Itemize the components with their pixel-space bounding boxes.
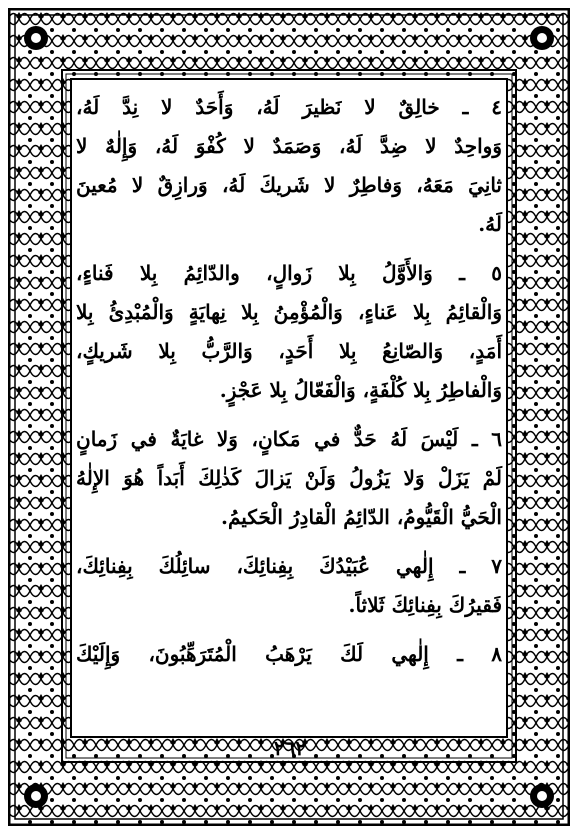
text-line: وَالْقائِمُ بِلا عَناءٍ، وَالْمُؤْمِنُ بِلا نِهايَةٍ وَالْمُبْدِئُ بِلا [76,300,502,324]
paragraph-8 [76,635,502,674]
paragraph-5 [76,254,502,410]
text-body [70,78,508,738]
text-line: فَقيرُكَ بِفِنائِكَ ثَلاثاً. [348,593,502,617]
text-line: أَمَدٍ، وَالصّانِعُ بِلا أَحَدٍ، وَالرَّبُّ بِلا شَريكٍ، [76,339,502,363]
text-line: ٤ ـ خالِقٌ لا نَظيرَ لَهُ، وَأَحَدٌ لا نِدَّ لَهُ، [76,95,502,119]
paragraph-4 [76,88,502,244]
text-line: ثانِيَ مَعَهُ، وَفاطِرٌ لا شَريكَ لَهُ، وَرازِقٌ لا مُعينَ [76,173,502,197]
page-number: ٢٦٢ [273,736,307,760]
text-line: لَهُ. [478,212,502,236]
paragraph-6 [76,420,502,537]
text-line: ٥ ـ وَالأَوَّلُ بِلا زَوالٍ، والدّائِمُ بِلا فَناءٍ، [76,261,502,285]
text-line: ٧ ـ إِلٰهي عُبَيْدُكَ بِفِنائِكَ، سائِلُكَ بِفِنائِكَ، [76,554,502,578]
text-line: ٦ ـ لَيْسَ لَهُ حَدٌّ في مَكانٍ، وَلا غايَةٌ في زَمانٍ [76,427,502,451]
text-line: وَواحِدٌ لا ضِدَّ لَهُ، وَصَمَدٌ لا كُفْوَ لَهُ، وَإِلٰهٌ لا [76,134,502,158]
text-line: الْحَيُّ الْقَيُّومُ، الدّائِمُ الْقادِرُ الْحَكيمُ. [221,505,502,529]
text-line: ٨ ـ إِلٰهي لَكَ يَرْهَبُ الْمُتَرَهِّبُونَ، وَإِلَيْكَ [76,642,502,666]
text-line: وَالْفاطِرُ بِلا كُلْفَةٍ، وَالْفَعّالُ بِلا عَجْزٍ. [219,378,502,402]
paragraph-7 [76,547,502,625]
text-line: لَمْ يَزَلْ وَلا يَزُولُ وَلَنْ يَزالَ كَذٰلِكَ أَبَداً هُوَ الإِلٰهُ [76,466,502,490]
